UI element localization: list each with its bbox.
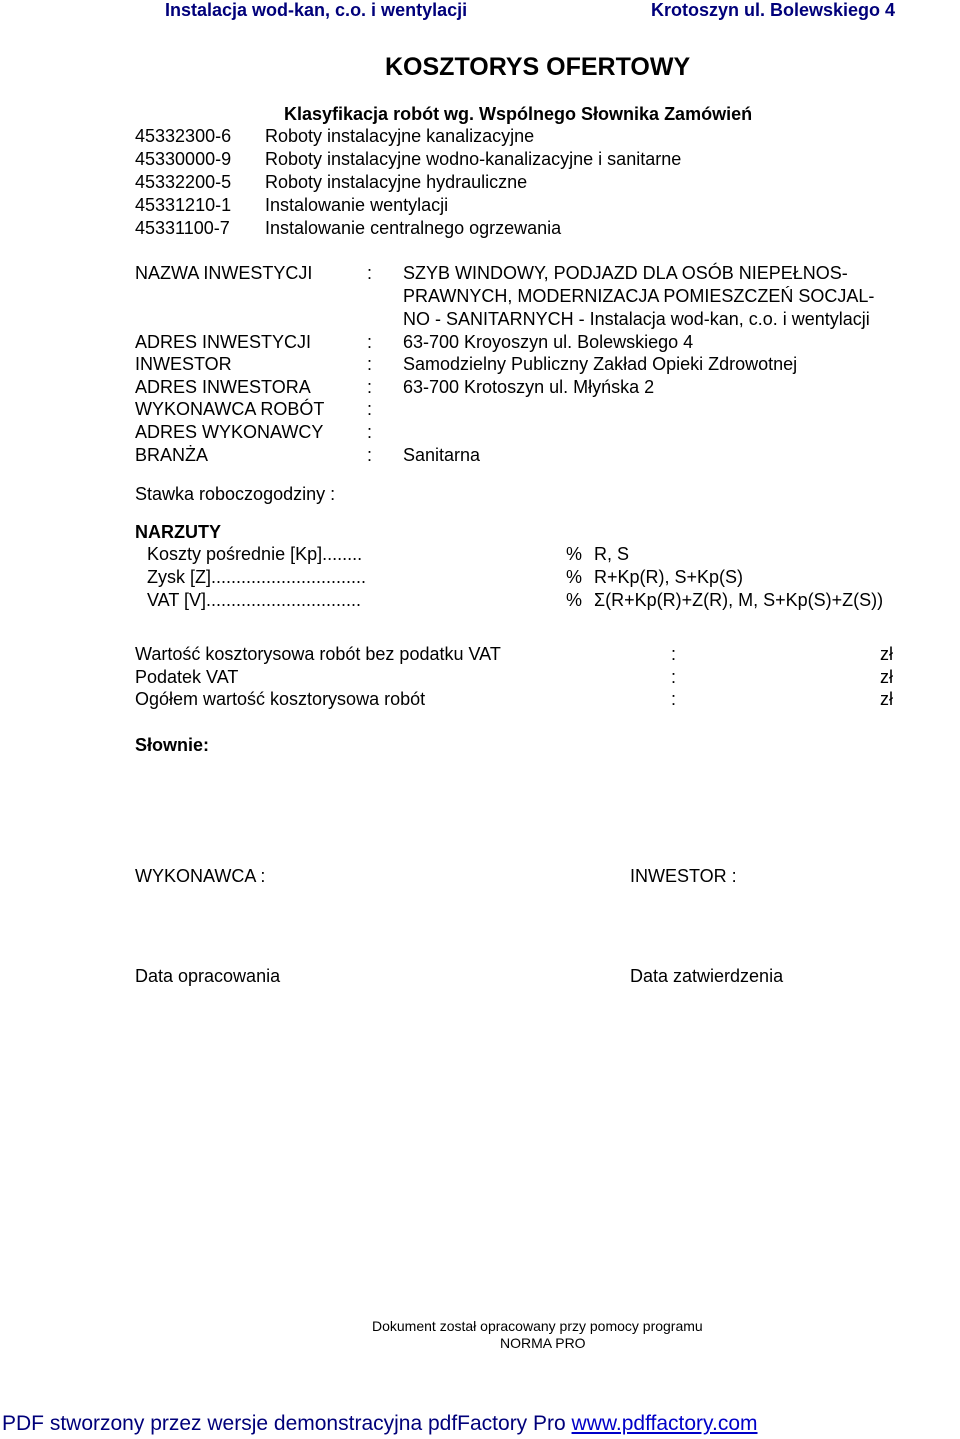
- date-prepared-label: Data opracowania: [135, 966, 281, 986]
- separator: :: [367, 263, 373, 283]
- cpv-code: 45332200-5: [135, 172, 232, 192]
- separator: :: [671, 644, 677, 664]
- cpv-code: 45330000-9: [135, 149, 232, 169]
- field-label: WYKONAWCA ROBÓT: [135, 399, 325, 419]
- cpv-description: Roboty instalacyjne kanalizacyjne: [265, 126, 535, 146]
- cpv-code: 45332300-6: [135, 126, 232, 146]
- footer-program-name: NORMA PRO: [500, 1335, 586, 1351]
- cpv-description: Instalowanie centralnego ogrzewania: [265, 218, 562, 238]
- field-label: BRANŻA: [135, 445, 209, 465]
- header-right: Krotoszyn ul. Bolewskiego 4: [651, 0, 896, 20]
- separator: :: [367, 377, 373, 397]
- investor-signature-label: INWESTOR :: [630, 866, 737, 886]
- total-label: Wartość kosztorysowa robót bez podatku VAT: [135, 644, 501, 664]
- surcharge-label: Zysk [Z]...............................: [147, 567, 367, 587]
- field-value: Sanitarna: [403, 445, 481, 465]
- surcharge-label: Koszty pośrednie [Kp]........: [147, 544, 363, 564]
- cpv-description: Roboty instalacyjne hydrauliczne: [265, 172, 528, 192]
- investment-name-line: PRAWNYCH, MODERNIZACJA POMIESZCZEŃ SOCJAL-: [403, 286, 875, 306]
- labor-rate-label: Stawka roboczogodziny :: [135, 484, 336, 504]
- separator: :: [367, 354, 373, 374]
- investment-name-line: SZYB WINDOWY, PODJAZD DLA OSÓB NIEPEŁNOS-: [403, 263, 848, 283]
- separator: :: [367, 445, 373, 465]
- surcharge-basis: Σ(R+Kp(R)+Z(R), M, S+Kp(S)+Z(S)): [594, 590, 884, 610]
- separator: :: [671, 667, 677, 687]
- surcharge-basis: R, S: [594, 544, 630, 564]
- surcharge-percent: %: [566, 590, 583, 610]
- cpv-description: Roboty instalacyjne wodno-kanalizacyjne i sanitarne: [265, 149, 682, 169]
- pdffactory-link[interactable]: www.pdffactory.com: [571, 1412, 758, 1435]
- amount-in-words-label: Słownie:: [135, 735, 210, 755]
- field-value: 63-700 Krotoszyn ul. Młyńska 2: [403, 377, 655, 397]
- header-left: Instalacja wod-kan, c.o. i wentylacji: [165, 0, 468, 20]
- field-label: ADRES INWESTYCJI: [135, 332, 312, 352]
- classification-heading: Klasyfikacja robót wg. Wspólnego Słownika Zamówień: [284, 104, 753, 124]
- cpv-code: 45331210-1: [135, 195, 232, 215]
- surcharges-heading: NARZUTY: [135, 522, 221, 542]
- pdf-banner: [2, 1412, 758, 1436]
- field-label: ADRES INWESTORA: [135, 377, 311, 397]
- date-approved-label: Data zatwierdzenia: [630, 966, 784, 986]
- surcharge-basis: R+Kp(R), S+Kp(S): [594, 567, 744, 587]
- page-title: KOSZTORYS OFERTOWY: [385, 53, 691, 81]
- cpv-description: Instalowanie wentylacji: [265, 195, 449, 215]
- total-label: Ogółem wartość kosztorysowa robót: [135, 689, 426, 709]
- surcharge-label: VAT [V]...............................: [147, 590, 362, 610]
- surcharge-percent: %: [566, 544, 583, 564]
- field-value: Samodzielny Publiczny Zakład Opieki Zdrowotnej: [403, 354, 798, 374]
- separator: :: [671, 689, 677, 709]
- contractor-signature-label: WYKONAWCA :: [135, 866, 266, 886]
- total-label: Podatek VAT: [135, 667, 239, 687]
- currency-unit: zł: [880, 689, 893, 709]
- field-label: INWESTOR: [135, 354, 232, 374]
- field-label: ADRES WYKONAWCY: [135, 422, 324, 442]
- surcharge-percent: %: [566, 567, 583, 587]
- field-value: 63-700 Kroyoszyn ul. Bolewskiego 4: [403, 332, 694, 352]
- investment-name-line: NO - SANITARNYCH - Instalacja wod-kan, c.o. i wentylacji: [403, 309, 870, 329]
- investment-name-label: NAZWA INWESTYCJI: [135, 263, 313, 283]
- separator: :: [367, 422, 373, 442]
- separator: :: [367, 399, 373, 419]
- cpv-code: 45331100-7: [135, 218, 230, 238]
- currency-unit: zł: [880, 667, 893, 687]
- footer-note: Dokument został opracowany przy pomocy programu: [372, 1318, 703, 1334]
- separator: :: [367, 332, 373, 352]
- pdf-banner-text: PDF stworzony przez wersje demonstracyjna pdfFactory Pro: [2, 1412, 572, 1435]
- currency-unit: zł: [880, 644, 893, 664]
